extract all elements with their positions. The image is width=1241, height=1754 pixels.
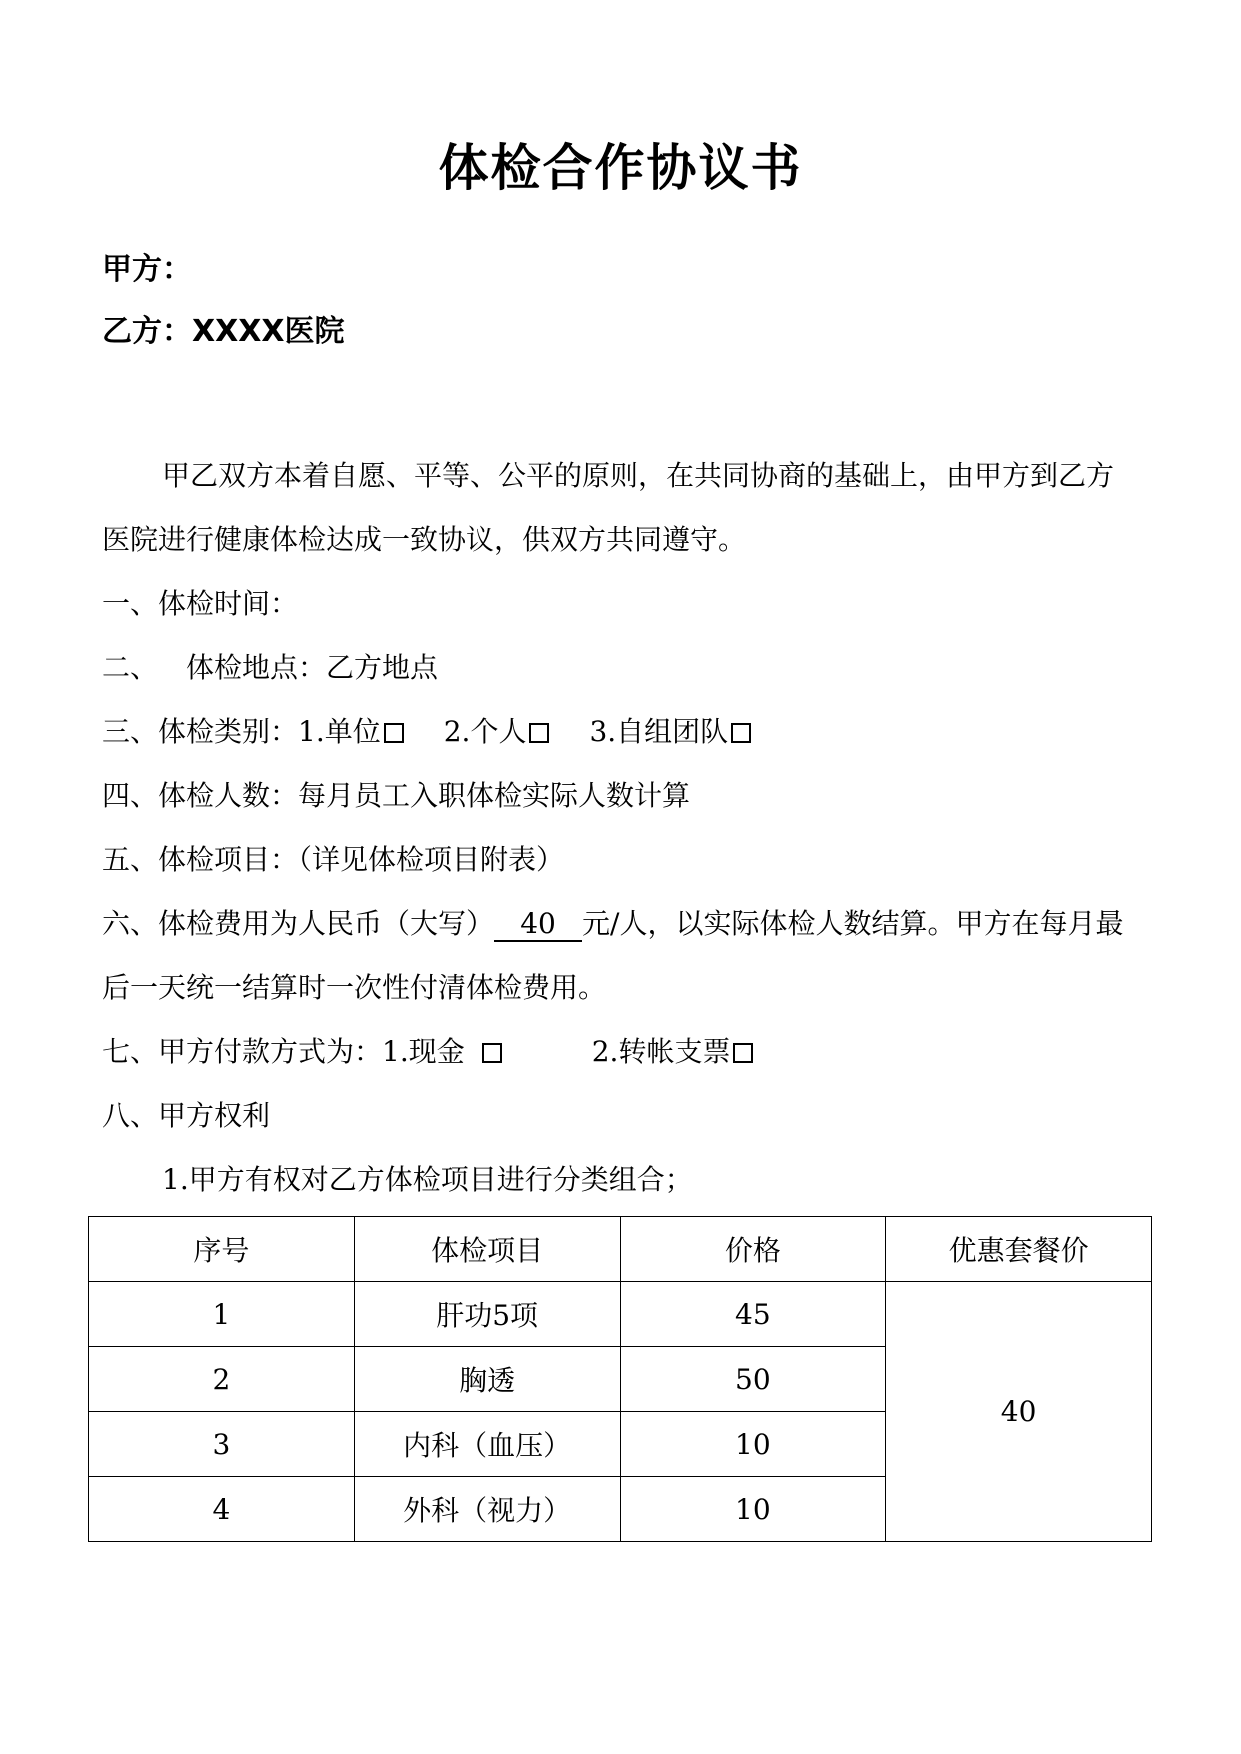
clause-8: 八、甲方权利 (102, 1099, 271, 1132)
clause-5: 五、体检项目：（详见体检项目附表） (102, 843, 565, 876)
cell-price: 10 (620, 1412, 886, 1477)
party-b-value: XXXX医院 (192, 314, 345, 349)
cell-exam-item: 内科（血压） (354, 1412, 620, 1477)
clause-6-line-2: 后一天统一结算时一次性付清体检费用。 (102, 971, 607, 1004)
clause-3-prefix: 三、体检类别： (102, 715, 299, 748)
header-exam-item: 体检项目 (354, 1217, 620, 1282)
option-individual: 2.个人 (443, 715, 527, 748)
clause-2-number: 二、 (102, 651, 159, 684)
clause-7-prefix: 七、甲方付款方式为： (102, 1035, 383, 1068)
intro-line-1: 甲乙双方本着自愿、平等、公平的原则，在共同协商的基础上，由甲方到乙方 (162, 459, 1115, 492)
option-cash: 1.现金 (382, 1035, 465, 1068)
cell-package-price: 40 (886, 1282, 1152, 1542)
clause-6-suffix: 元/人，以实际体检人数结算。甲方在每月最 (582, 907, 1124, 940)
clause-2-text: 体检地点：乙方地点 (186, 651, 439, 684)
clause-8-item-1: 1.甲方有权对乙方体检项目进行分类组合； (162, 1163, 693, 1196)
document-title: 体检合作协议书 (438, 139, 803, 197)
option-self-organized-team: 3.自组团队 (589, 715, 729, 748)
cell-serial-number: 2 (89, 1347, 355, 1412)
cell-exam-item: 肝功5项 (354, 1282, 620, 1347)
header-package-price: 优惠套餐价 (886, 1217, 1152, 1282)
cell-exam-item: 胸透 (354, 1347, 620, 1412)
clause-6 (102, 904, 1123, 944)
fee-amount-blank: 40 (494, 908, 582, 942)
self-organized-team-checkbox[interactable] (731, 723, 751, 743)
cell-exam-item: 外科（视力） (354, 1477, 620, 1542)
clause-1: 一、体检时间： (102, 587, 299, 620)
intro-line-2: 医院进行健康体检达成一致协议，供双方共同遵守。 (102, 523, 747, 556)
header-price: 价格 (620, 1217, 886, 1282)
exam-items-table (88, 1216, 1152, 1542)
clause-3 (102, 712, 751, 752)
party-a-label: 甲方： (102, 252, 192, 287)
transfer-check-checkbox[interactable] (733, 1043, 753, 1063)
party-b-line (102, 312, 345, 352)
cell-price: 10 (620, 1477, 886, 1542)
option-transfer-check: 2.转帐支票 (591, 1035, 731, 1068)
party-b-label: 乙方： (102, 314, 192, 349)
cell-serial-number: 1 (89, 1282, 355, 1347)
cell-price: 45 (620, 1282, 886, 1347)
cell-serial-number: 3 (89, 1412, 355, 1477)
unit-checkbox[interactable] (384, 723, 404, 743)
clause-6-prefix: 六、体检费用为人民币（大写） (102, 907, 495, 940)
cell-price: 50 (620, 1347, 886, 1412)
table-header-row (89, 1217, 1152, 1282)
option-unit: 1.单位 (298, 715, 381, 748)
cash-checkbox[interactable] (482, 1043, 502, 1063)
party-a-line (102, 250, 192, 290)
individual-checkbox[interactable] (529, 723, 549, 743)
clause-2 (102, 648, 438, 688)
clause-7 (102, 1032, 753, 1072)
header-serial-number: 序号 (89, 1217, 355, 1282)
cell-serial-number: 4 (89, 1477, 355, 1542)
table-row (89, 1282, 1152, 1347)
clause-4: 四、体检人数：每月员工入职体检实际人数计算 (102, 779, 691, 812)
